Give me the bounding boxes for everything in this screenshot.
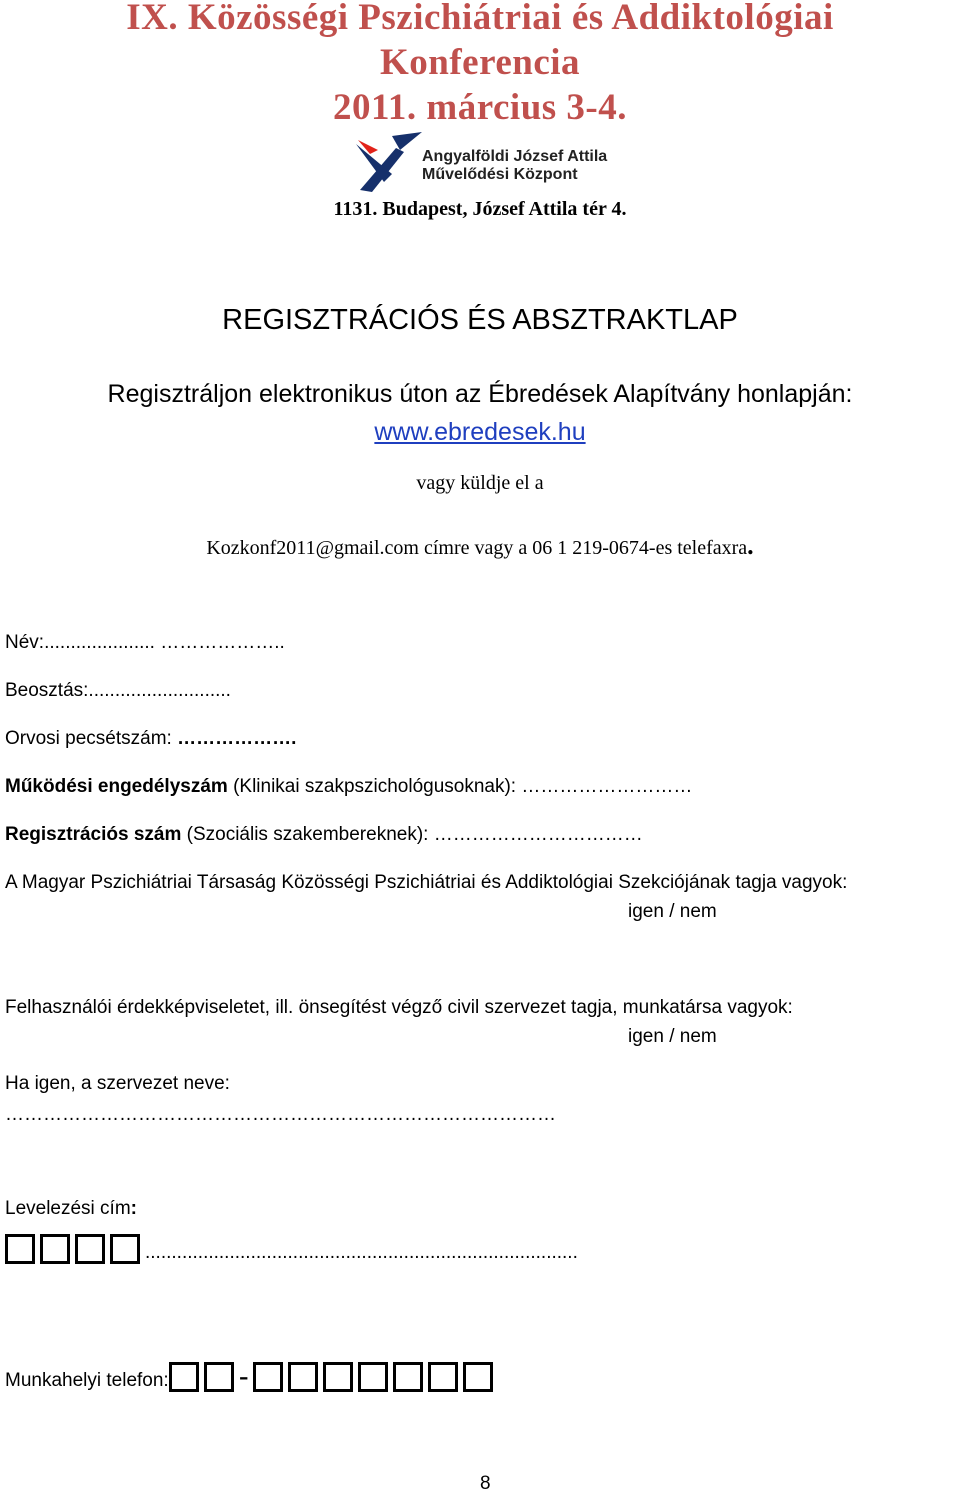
position-field[interactable]	[5, 679, 231, 703]
stamp-label: Orvosi pecsétszám:	[5, 728, 178, 749]
license-label: Működési engedélyszám	[5, 776, 228, 797]
postal-code-field[interactable]	[5, 1234, 578, 1270]
phone-number-box[interactable]	[323, 1362, 353, 1392]
phone-label: Munkahelyi telefon:	[5, 1370, 169, 1391]
name-field[interactable]	[5, 631, 285, 655]
phone-dash: -	[238, 1360, 249, 1393]
registration-label: Regisztrációs szám	[5, 824, 182, 845]
postal-code-box[interactable]	[5, 1234, 35, 1264]
registration-field[interactable]	[5, 823, 643, 847]
phone-number-box[interactable]	[428, 1362, 458, 1392]
postal-code-box[interactable]	[110, 1234, 140, 1264]
contact-line	[0, 531, 960, 561]
license-dots: ………………………	[521, 776, 693, 797]
phone-number-box[interactable]	[358, 1362, 388, 1392]
org-dots[interactable]: ……………………………………………………………………………	[5, 1104, 556, 1125]
address-label-line	[5, 1197, 137, 1221]
contact-period: .	[747, 531, 754, 560]
org-label: Ha igen, a szervezet neve:	[5, 1073, 230, 1094]
civil-answer[interactable]: igen / nem	[628, 1026, 717, 1047]
or-send-text: vagy küldje el a	[416, 472, 544, 494]
website-link[interactable]: www.ebredesek.hu	[374, 418, 586, 446]
phone-field[interactable]	[5, 1362, 498, 1398]
venue-logo-icon	[352, 130, 422, 196]
phone-number-box[interactable]	[253, 1362, 283, 1392]
website-wrapper	[0, 418, 960, 447]
postal-code-box[interactable]	[75, 1234, 105, 1264]
registration-dots: ……………………………	[433, 824, 643, 845]
title-line-3: 2011. március 3-4.	[332, 87, 628, 128]
phone-area-box[interactable]	[204, 1362, 234, 1392]
license-label-note: (Klinikai szakpszichológusoknak):	[227, 776, 517, 797]
title-line-1: IX. Közösségi Pszichiátriai és Addiktológiai	[126, 0, 834, 38]
venue-logo	[352, 130, 632, 196]
name-dots: ..................... ………………..	[44, 632, 285, 653]
civil-question: Felhasználói érdekképviseletet, ill. önsegítést végző civil szervezet tagja, munkatársa vagyok:	[5, 997, 793, 1018]
page-number: 8	[480, 1473, 491, 1494]
logo-text-1: Angyalföldi József Attila	[422, 148, 608, 165]
member-answer[interactable]: igen / nem	[628, 901, 717, 922]
form-heading: REGISZTRÁCIÓS ÉS ABSZTRAKTLAP	[222, 304, 738, 336]
phone-number-box[interactable]	[288, 1362, 318, 1392]
registration-label-note: (Szociális szakembereknek):	[181, 824, 429, 845]
name-label: Név:	[5, 632, 45, 653]
contact-text: Kozkonf2011@gmail.com címre vagy a 06 1 219-0674-es telefaxra	[206, 537, 748, 559]
intro-text: Regisztráljon elektronikus úton az Ébredések Alapítvány honlapján:	[107, 380, 853, 408]
address-label: Levelezési cím	[5, 1198, 131, 1219]
logo-text-2: Művelődési Központ	[422, 166, 578, 183]
stamp-dots: ……………….	[177, 728, 297, 749]
venue-address: 1131. Budapest, József Attila tér 4.	[333, 198, 627, 220]
license-field[interactable]	[5, 775, 692, 799]
phone-number-box[interactable]	[393, 1362, 423, 1392]
stamp-field[interactable]	[5, 727, 296, 751]
address-dots: ..................................................................................	[145, 1242, 578, 1263]
member-question: A Magyar Pszichiátriai Társaság Közösségi Pszichiátriai és Addiktológiai Szekciójának tagja vagyok:	[5, 872, 848, 893]
title-line-2: Konferencia	[379, 42, 581, 83]
address-colon: :	[130, 1198, 137, 1219]
phone-area-box[interactable]	[169, 1362, 199, 1392]
phone-number-box[interactable]	[463, 1362, 493, 1392]
position-dots: :...........................	[83, 680, 231, 701]
postal-code-box[interactable]	[40, 1234, 70, 1264]
position-label: Beosztás	[5, 680, 84, 701]
